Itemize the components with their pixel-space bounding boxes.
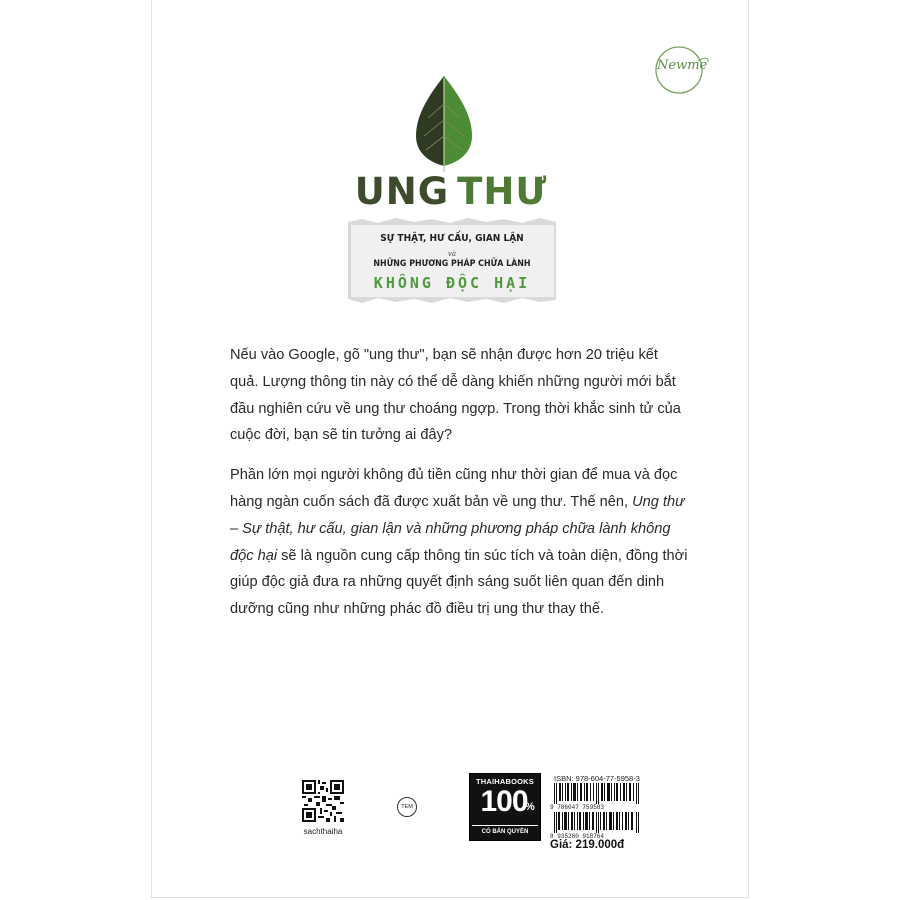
book-back-cover <box>151 0 749 898</box>
publisher-name: THAIHABOOKS <box>475 777 535 786</box>
publisher-percent: % <box>525 801 535 813</box>
ean-barcode-digits: 8 935280 918764 <box>550 833 605 840</box>
blurb-paragraph-2-start: Phần lớn mọi người không đủ tiền cũng như thời gian để mua và đọc hàng ngàn cuốn sách đã được xuất bản về ung thư. Thế nên, <box>230 467 678 510</box>
newme-logo-text: Newme <box>657 58 708 73</box>
subtitle-line-1: SỰ THẬT, HƯ CẤU, GIAN LẬN <box>380 233 524 244</box>
subtitle-line-3: KHÔNG ĐỘC HẠI <box>373 274 531 292</box>
blurb-paragraph-1: Nếu vào Google, gõ "ung thư", bạn sẽ nhận được hơn 20 triệu kết quả. Lượng thông tin này có thể dễ dàng khiến những người mới bắt đầu nghiên cứu về ung thư choáng ngợp. Trong thời khắc sinh tử của cuộc đời, bạn sẽ tin tưởng ai đây? <box>230 347 681 444</box>
book-title <box>152 170 750 214</box>
isbn-label: ISBN: 978-604-77-5958-3 <box>554 774 640 783</box>
qr-caption: sachthaiha <box>303 827 343 836</box>
blurb-book-title-italic: Ung thư – Sự thật, hư cấu, gian lận và những phương pháp chữa lành không độc hại <box>230 493 685 564</box>
isbn-barcode-digits: 9 786047 759583 <box>550 804 605 811</box>
tem-stamp: TEM <box>397 797 417 817</box>
blurb-paragraph-2 <box>230 462 688 623</box>
blurb-paragraph-2-end: sẽ là nguồn cung cấp thông tin súc tích và toàn diện, đồng thời giúp độc giả đưa ra những quyết định sáng suốt liên quan đến dinh dưỡng cũng như những phác đồ điều trị ung thư thay thế. <box>230 547 688 618</box>
title-word-thu: THƯ <box>457 170 548 213</box>
book-blurb <box>230 342 688 623</box>
title-word-ung: UNG <box>354 170 450 213</box>
qr-code-icon[interactable] <box>302 780 344 822</box>
isbn-barcode <box>554 783 640 804</box>
ean-barcode <box>554 812 640 833</box>
subtitle-connector: và <box>447 250 457 258</box>
price-label: Giá: 219.000đ <box>550 839 625 851</box>
publisher-badge <box>469 773 541 841</box>
subtitle-line-2: NHỮNG PHƯƠNG PHÁP CHỮA LÀNH <box>373 259 531 269</box>
publisher-copyright-label: CÓ BẢN QUYỀN <box>472 825 538 835</box>
leaf-icon <box>410 74 478 174</box>
publisher-100: 100 <box>480 785 528 818</box>
